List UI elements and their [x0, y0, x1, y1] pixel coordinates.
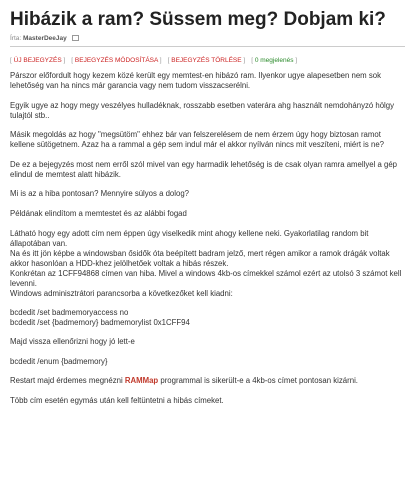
author-link[interactable]: MasterDeeJay [23, 35, 67, 42]
command-block [10, 308, 405, 328]
link-icon[interactable] [72, 35, 79, 41]
edit-post-link[interactable]: BEJEGYZÉS MÓDOSÍTÁSA [74, 57, 158, 64]
new-post-link[interactable]: ÚJ BEJEGYZÉS [13, 57, 62, 64]
post-body [10, 71, 405, 406]
command-line: bcdedit /enum {badmemory} [10, 356, 108, 366]
block-line: Windows adminisztrátori parancsorba a következőket kell kiadni: [10, 288, 233, 298]
command-line: bcdedit /set {badmemory} badmemorylist 0x1CFF94 [10, 317, 190, 327]
paragraph: Több cím esetén egymás után kell feltüntetni a hibás címeket. [10, 395, 224, 405]
paragraph: Mi is az a hiba pontosan? Mennyire súlyos a dolog? [10, 189, 190, 199]
meta-prefix: Írta: [10, 35, 22, 42]
delete-post-link[interactable]: BEJEGYZÉS TÖRLÉSE [171, 57, 242, 64]
command-line: bcdedit /set badmemoryaccess no [10, 307, 129, 317]
paragraph: Párszor előfordult hogy kezem közé került egy memtest-en hibázó ram. Ilyenkor ugye alapesetben nem sok lehetőség van ha nincs már garancia vagy nem tudom visszacserélni. [10, 71, 381, 90]
block-line: Konkrétan az 1CFF94868 címen van hiba. Mivel a windows 4kb-os címekkel számol ezért az utolsó 3 számot kell levenni. [10, 268, 402, 288]
explanation-block [10, 229, 405, 299]
restart-text: Restart majd érdemes megnézni [10, 376, 125, 386]
rammap-link[interactable]: RAMMap [124, 376, 159, 386]
paragraph: Példának elindítom a memtestet és az alábbi fogad [10, 208, 187, 218]
view-count: 0 megjelenés [254, 57, 294, 64]
post-title: Hibázik a ram? Süssem meg? Dobjam ki? [10, 9, 386, 30]
paragraph: Másik megoldás az hogy "megsütöm" ehhez bár van felszerelésem de nem érzem úgy hogy biztosan ramot kellene sütögetnem. Azaz ha a rammal a gép sem indul már el akkor nyílván nincs mit veszíteni, miért is ne? [10, 130, 384, 150]
paragraph: Majd vissza ellenőrizni hogy jó lett-e [10, 337, 135, 347]
restart-paragraph [10, 376, 405, 386]
paragraph: De ez a bejegyzés most nem erről szól mivel van egy harmadik lehetőség is de csak olyan ramra amellyel a gép elindul de memtest alatt hibázik. [10, 159, 397, 179]
post-meta [10, 35, 405, 47]
post-actions: [ ÚJ BEJEGYZÉS ] [ BEJEGYZÉS MÓDOSÍTÁSA ] [ BEJEGYZÉS TÖRLÉSE ] [ 0 megjelenés ] [10, 57, 298, 64]
restart-text: programmal is sikerült-e a 4kb-os címet pontosan kizárni. [158, 376, 358, 386]
paragraph: Egyik ugye az hogy megy veszélyes hulladéknak, rosszabb esetben vaterára ahg használt nemdohányzó hölgy tulajtól stb.. [10, 100, 395, 120]
block-line: Látható hogy egy adott cím nem éppen úgy viselkedik mint ahogy kellene neki. Gyakorlatilag random bit állapotában van. [10, 228, 369, 248]
block-line: Na és itt jön képbe a windowsban ősidők óta beépített badram jelző, mert régen amikor a ramok drágák voltak akkor hasonlóan a HDD-khez jelölhetőek voltak a hibás részek. [10, 248, 390, 268]
